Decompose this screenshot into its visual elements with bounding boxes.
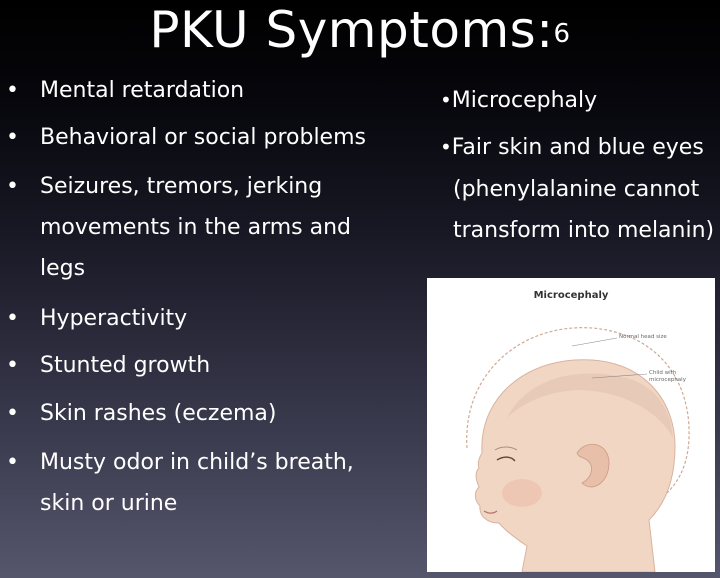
label-child-microcephaly (649, 370, 686, 384)
label-child-line1: Child with (649, 370, 677, 376)
bullet-icon: • (6, 353, 19, 378)
microcephaly-illustration (427, 278, 715, 572)
symptom-text: Musty odor in child’s breath, skin or urine (40, 450, 354, 516)
symptom-text: Stunted growth (40, 353, 211, 378)
list-item (6, 393, 370, 434)
bullet-icon: • (6, 78, 19, 103)
pointer-line-normal (572, 338, 617, 346)
symptom-text: Mental retardation (40, 78, 245, 103)
figure-title: Microcephaly (533, 290, 609, 301)
child-head-icon (427, 278, 715, 572)
slide-title (0, 0, 720, 60)
list-item-continuation (440, 210, 714, 251)
bullet-icon: • (6, 174, 19, 199)
bullet-icon: • (6, 401, 19, 426)
list-item (6, 345, 370, 386)
bullet-icon: • (6, 306, 19, 331)
symptom-text: Skin rashes (eczema) (40, 401, 277, 426)
list-item (6, 298, 370, 339)
symptom-text: Behavioral or social problems (40, 125, 366, 150)
symptom-text: Microcephaly (451, 88, 598, 113)
title-superscript: 6 (553, 19, 571, 49)
cheek-blush (502, 479, 542, 507)
symptom-text: (phenylalanine cannot (453, 177, 700, 202)
bullet-icon: • (6, 450, 19, 475)
symptom-text: transform into melanin) (453, 218, 715, 243)
list-item-continuation (440, 169, 699, 210)
list-item (440, 80, 597, 121)
symptom-text: Hyperactivity (40, 306, 188, 331)
label-normal-head: Normal head size (619, 334, 667, 340)
list-item (6, 70, 370, 111)
list-item (440, 127, 704, 168)
bullet-icon: • (440, 135, 452, 159)
label-child-line2: microcephaly (649, 377, 686, 383)
bullet-icon: • (6, 125, 19, 150)
list-item (6, 442, 370, 524)
list-item (6, 166, 370, 289)
title-text: PKU Symptoms: (149, 1, 554, 59)
bullet-icon: • (440, 88, 452, 112)
list-item (6, 117, 370, 158)
symptom-text: Seizures, tremors, jerking movements in the arms and legs (40, 174, 351, 281)
symptom-text: Fair skin and blue eyes (451, 135, 704, 160)
